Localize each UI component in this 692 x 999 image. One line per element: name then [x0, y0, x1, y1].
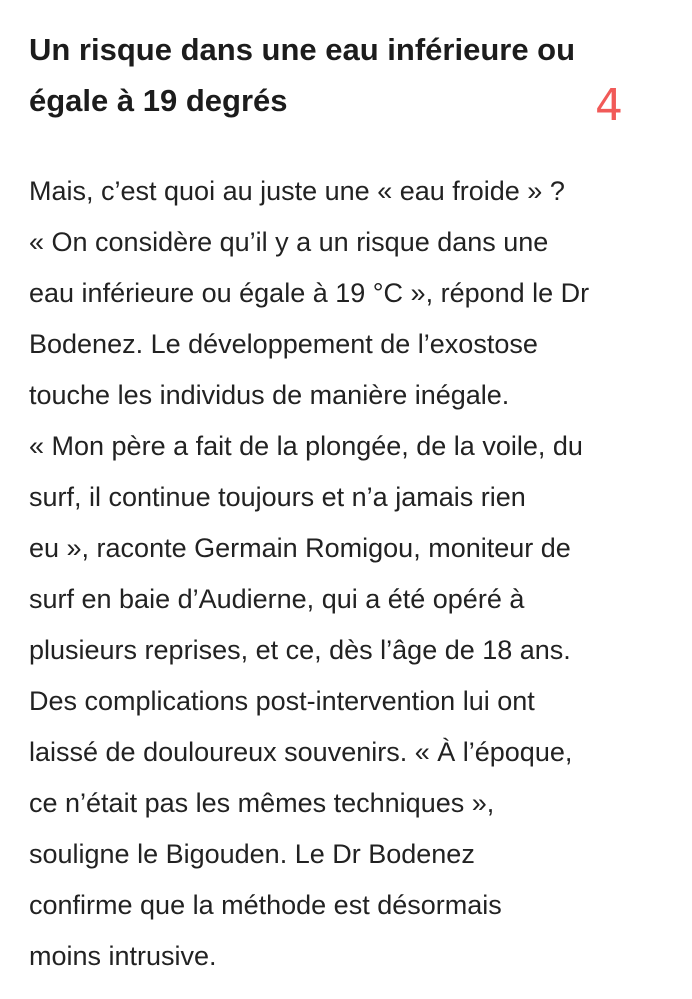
paragraph-line: « On considère qu’il y a un risque dans une — [29, 227, 549, 257]
paragraph-line: moins intrusive. — [29, 941, 217, 971]
paragraph-line: eau inférieure ou égale à 19 °C », répond le Dr — [29, 278, 590, 308]
paragraph-line: Bodenez. Le développement de l’exostose — [29, 329, 538, 359]
paragraph-line: surf en baie d’Audierne, qui a été opéré à — [29, 584, 525, 614]
paragraph-line: eu », raconte Germain Romigou, moniteur de — [29, 533, 571, 563]
article-paragraph — [29, 166, 684, 982]
paragraph-line: ce n’était pas les mêmes techniques », — [29, 788, 495, 818]
article-header — [29, 24, 679, 131]
article-heading — [29, 24, 629, 131]
paragraph-line: confirme que la méthode est désormais — [29, 890, 502, 920]
paragraph-line: surf, il continue toujours et n’a jamais rien — [29, 482, 526, 512]
section-number-badge: 4 — [595, 80, 623, 131]
heading-line: Un risque dans une eau inférieure ou — [29, 32, 576, 67]
paragraph-line: souligne le Bigouden. Le Dr Bodenez — [29, 839, 475, 869]
paragraph-line: Mais, c’est quoi au juste une « eau froide » ? — [29, 176, 565, 206]
paragraph-line: plusieurs reprises, et ce, dès l’âge de 18 ans. — [29, 635, 571, 665]
paragraph-line: laissé de douloureux souvenirs. « À l’époque, — [29, 737, 573, 767]
paragraph-line: touche les individus de manière inégale. — [29, 380, 510, 410]
paragraph-line: Des complications post-intervention lui ont — [29, 686, 535, 716]
heading-line: égale à 19 degrés — [29, 83, 288, 118]
paragraph-line: « Mon père a fait de la plongée, de la voile, du — [29, 431, 583, 461]
